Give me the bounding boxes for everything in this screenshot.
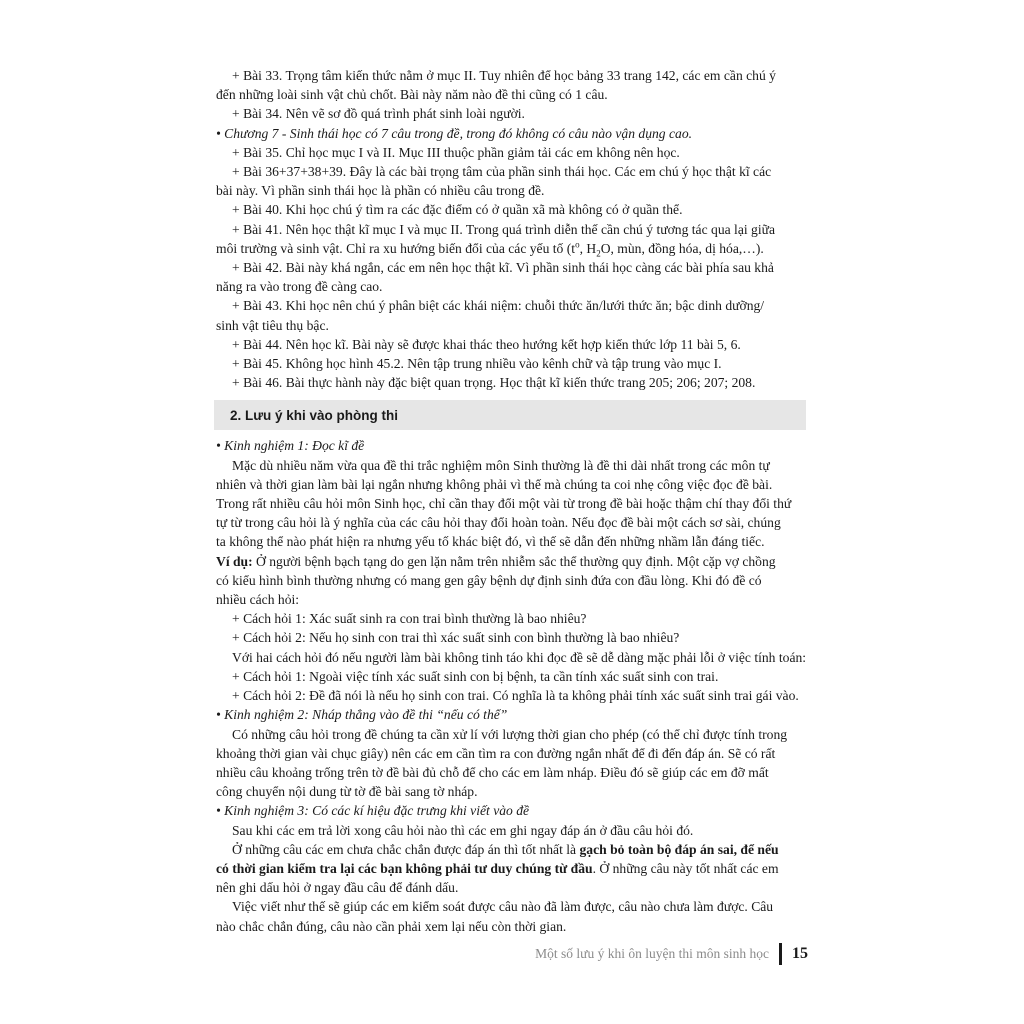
footer-book-title: Một số lưu ý khi ôn luyện thi môn sinh học — [535, 946, 769, 961]
text-line: Trong rất nhiều câu hỏi môn Sinh học, chỉ cần thay đổi một vài từ trong đề bài hoặc thậm chí thay đổi thứ — [216, 496, 792, 512]
page-content — [216, 66, 808, 936]
subscript: 2 — [596, 248, 601, 259]
section-heading: 2. Lưu ý khi vào phòng thi — [230, 407, 399, 423]
text-line-formula — [216, 239, 808, 258]
example-label: Ví dụ: — [216, 553, 253, 569]
text-line-bold — [216, 840, 808, 859]
text-line: sinh vật tiêu thụ bậc. — [216, 317, 329, 333]
chapter-7-note: • Chương 7 - Sinh thái học có 7 câu trong đề, trong đó không có câu nào vận dụng cao. — [216, 125, 693, 141]
text-line: Việc viết như thế sẽ giúp các em kiểm soát được câu nào đã làm được, câu nào chưa làm được. Câu — [232, 899, 774, 915]
text-line: + Bài 41. Nên học thật kĩ mục I và mục II. Trong quá trình diễn thế cần chú ý tương tác qua lại giữa — [232, 221, 776, 237]
text-line: + Bài 46. Bài thực hành này đặc biệt quan trọng. Học thật kĩ kiến thức trang 205; 206; 207; 208. — [232, 375, 756, 391]
text-line-bold — [216, 859, 808, 878]
text-fragment: , H — [579, 240, 597, 256]
section-heading-bar — [214, 400, 806, 430]
experience-2-title: • Kinh nghiệm 2: Nháp thẳng vào đề thi “nếu có thể” — [216, 707, 508, 723]
text-line: khoảng thời gian vài chục giây) nên các em cần tìm ra con đường ngắn nhất để đi đến đáp án. Sẽ có rất — [216, 745, 776, 761]
superscript: o — [575, 239, 580, 250]
text-line: + Bài 42. Bài này khá ngắn, các em nên học thật kĩ. Vì phần sinh thái học càng các bài phía sau khả — [232, 260, 774, 276]
bold-fragment: có thời gian kiểm tra lại các bạn không phải tư duy chúng từ đầu — [216, 860, 593, 876]
text-line: + Bài 43. Khi học nên chú ý phân biệt các khái niệm: chuỗi thức ăn/lưới thức ăn; bậc dinh dưỡng/ — [232, 298, 765, 314]
text-line: năng ra vào trong đề càng cao. — [216, 279, 383, 295]
text-line: + Bài 33. Trọng tâm kiến thức nằm ở mục II. Tuy nhiên để học bảng 33 trang 142, các em cần chú ý — [232, 68, 776, 83]
experience-3-title: • Kinh nghiệm 3: Có các kí hiệu đặc trưng khi viết vào đề — [216, 803, 530, 819]
text-fragment: môi trường và sinh vật. Chỉ ra xu hướng biến đổi của các yếu tố (t — [216, 240, 576, 256]
text-line: nên ghi dấu hỏi ở ngay đầu câu để đánh dấu. — [216, 880, 459, 896]
text-line: + Bài 44. Nên học kĩ. Bài này sẽ được khai thác theo hướng kết hợp kiến thức lớp 11 bài 5, 6. — [232, 336, 741, 352]
text-line: bài này. Vì phần sinh thái học là phần có nhiều câu trong đề. — [216, 183, 545, 199]
text-line: + Cách hỏi 2: Đề đã nói là nếu họ sinh con trai. Có nghĩa là ta không phải tính xác suất sinh trai gái vào. — [232, 688, 799, 704]
text-fragment: Ở những câu các em chưa chắc chắn được đáp án thì tốt nhất là — [232, 841, 580, 857]
example-line — [216, 552, 808, 571]
text-fragment: Ở người bệnh bạch tạng do gen lặn nằm trên nhiễm sắc thể thường quy định. Một cặp vợ chồng — [252, 553, 776, 569]
text-line: + Cách hỏi 1: Xác suất sinh ra con trai bình thường là bao nhiêu? — [232, 611, 587, 627]
text-line: công chuyển nội dung từ tờ đề bài sang tờ nháp. — [216, 784, 478, 800]
footer-divider — [779, 943, 782, 965]
text-line: nhiều câu khoảng trống trên tờ đề bài đủ chỗ để cho các em làm nháp. Điều đó sẽ giúp các em đỡ mất — [216, 764, 769, 780]
text-line: + Cách hỏi 1: Ngoài việc tính xác suất sinh con bị bệnh, ta cần tính xác suất sinh con trai. — [232, 668, 719, 684]
text-fragment: . Ở những câu này tốt nhất các em — [592, 860, 779, 876]
text-line: + Bài 34. Nên vẽ sơ đồ quá trình phát sinh loài người. — [232, 106, 525, 122]
text-line: + Bài 36+37+38+39. Đây là các bài trọng tâm của phần sinh thái học. Các em chú ý học thật kĩ các — [232, 164, 772, 180]
text-line: tự từ trong câu hỏi là ý nghĩa của các câu hỏi thay đổi hoàn toàn. Nếu đọc đề bài một cách sơ sài, chúng — [216, 515, 781, 531]
text-line: ta không thể nào phát hiện ra nhưng yếu tố khác biệt đó, vì thế sẽ dẫn đến những nhầm lẫn đáng tiếc. — [216, 534, 765, 550]
text-line: + Bài 45. Không học hình 45.2. Nên tập trung nhiều vào kênh chữ và tập trung vào mục I. — [232, 356, 722, 372]
text-line: Với hai cách hỏi đó nếu người làm bài không tinh táo khi đọc đề sẽ dễ dàng mặc phải lỗi ở việc tính toán: — [232, 649, 807, 665]
text-line: + Bài 40. Khi học chú ý tìm ra các đặc điểm có ở quần xã mà không có ở quần thể. — [232, 202, 683, 218]
text-line: Sau khi các em trả lời xong câu hỏi nào thì các em ghi ngay đáp án ở đầu câu hỏi đó. — [232, 822, 694, 838]
text-line: có kiểu hình bình thường nhưng có mang gen gây bệnh dự định sinh đứa con đầu lòng. Khi đó đề có — [216, 572, 762, 588]
text-line: Mặc dù nhiều năm vừa qua đề thi trắc nghiệm môn Sinh thường là đề thi dài nhất trong các môn tự — [232, 457, 770, 473]
page-number: 15 — [792, 945, 808, 962]
text-fragment: O, mùn, đồng hóa, dị hóa,…). — [600, 240, 764, 256]
text-line: + Bài 35. Chỉ học mục I và II. Mục III thuộc phần giảm tải các em không nên học. — [232, 144, 680, 160]
page-footer — [420, 940, 808, 968]
text-line: Có những câu hỏi trong đề chúng ta cần xử lí với lượng thời gian cho phép (có thể chỉ được tính trong — [232, 726, 788, 742]
experience-1-title: • Kinh nghiệm 1: Đọc kĩ đề — [216, 438, 365, 454]
bold-fragment: gạch bỏ toàn bộ đáp án sai, để nếu — [579, 841, 779, 857]
text-line: đến những loài sinh vật chủ chốt. Bài này năm nào đề thi cũng có 1 câu. — [216, 87, 608, 103]
text-line: nào chắc chắn đúng, câu nào cần phải xem lại nếu còn thời gian. — [216, 918, 567, 934]
text-line: nhiên và thời gian làm bài lại ngắn nhưng không phải vì thế mà chúng ta coi nhẹ công việc đọc đề bài. — [216, 476, 773, 492]
text-line: + Cách hỏi 2: Nếu họ sinh con trai thì xác suất sinh con bình thường là bao nhiêu? — [232, 630, 680, 646]
text-line: nhiều cách hỏi: — [216, 592, 300, 608]
